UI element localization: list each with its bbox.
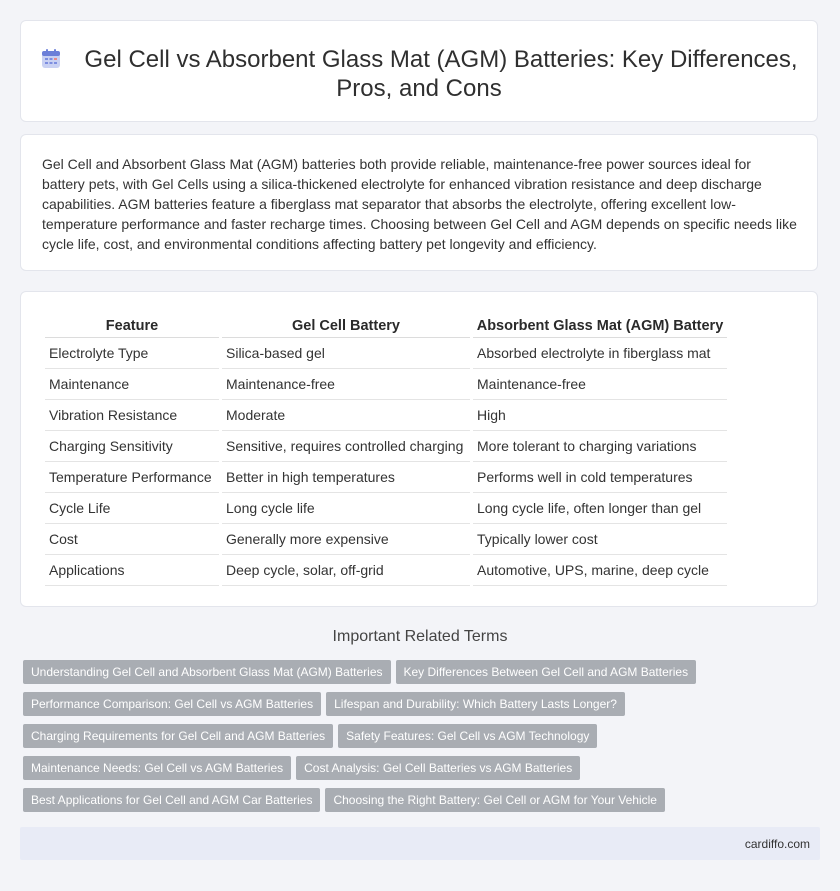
related-term-link[interactable]: Cost Analysis: Gel Cell Batteries vs AGM Batteries bbox=[296, 756, 580, 780]
table-cell: Silica-based gel bbox=[222, 338, 470, 369]
table-cell: Typically lower cost bbox=[473, 524, 727, 555]
table-cell: Applications bbox=[45, 555, 219, 586]
table-cell: Long cycle life bbox=[222, 493, 470, 524]
table-cell: Charging Sensitivity bbox=[45, 431, 219, 462]
related-term-link[interactable]: Key Differences Between Gel Cell and AGM Batteries bbox=[396, 660, 697, 684]
table-cell: Vibration Resistance bbox=[45, 400, 219, 431]
table-cell: Moderate bbox=[222, 400, 470, 431]
header-feature: Feature bbox=[45, 316, 219, 338]
table-row bbox=[45, 369, 727, 400]
table-row bbox=[45, 493, 727, 524]
footer bbox=[20, 827, 820, 860]
related-terms-list bbox=[23, 660, 813, 820]
tag-row bbox=[23, 788, 813, 812]
table-header-row bbox=[45, 316, 727, 338]
table-cell: Automotive, UPS, marine, deep cycle bbox=[473, 555, 727, 586]
title-wrap bbox=[21, 45, 817, 103]
header-gel-cell: Gel Cell Battery bbox=[222, 316, 470, 338]
table-cell: Sensitive, requires controlled charging bbox=[222, 431, 470, 462]
comparison-table bbox=[42, 316, 730, 586]
table-cell: Long cycle life, often longer than gel bbox=[473, 493, 727, 524]
related-term-link[interactable]: Best Applications for Gel Cell and AGM Car Batteries bbox=[23, 788, 320, 812]
tag-row bbox=[23, 724, 813, 748]
header-agm: Absorbent Glass Mat (AGM) Battery bbox=[473, 316, 727, 338]
table-cell: Cycle Life bbox=[45, 493, 219, 524]
table-cell: Electrolyte Type bbox=[45, 338, 219, 369]
table-cell: Deep cycle, solar, off-grid bbox=[222, 555, 470, 586]
table-cell: Generally more expensive bbox=[222, 524, 470, 555]
table-cell: High bbox=[473, 400, 727, 431]
related-term-link[interactable]: Maintenance Needs: Gel Cell vs AGM Batteries bbox=[23, 756, 291, 780]
page-title-text: Gel Cell vs Absorbent Glass Mat (AGM) Batteries: Key Differences, Pros, and Cons bbox=[84, 46, 798, 102]
table-cell: Better in high temperatures bbox=[222, 462, 470, 493]
tag-row bbox=[23, 756, 813, 780]
tag-row bbox=[23, 660, 813, 684]
table-cell: Maintenance bbox=[45, 369, 219, 400]
table-cell: Performs well in cold temperatures bbox=[473, 462, 727, 493]
related-term-link[interactable]: Charging Requirements for Gel Cell and AGM Batteries bbox=[23, 724, 333, 748]
table-cell: More tolerant to charging variations bbox=[473, 431, 727, 462]
table-cell: Absorbed electrolyte in fiberglass mat bbox=[473, 338, 727, 369]
related-term-link[interactable]: Understanding Gel Cell and Absorbent Glass Mat (AGM) Batteries bbox=[23, 660, 391, 684]
table-row bbox=[45, 524, 727, 555]
table-row bbox=[45, 400, 727, 431]
related-term-link[interactable]: Performance Comparison: Gel Cell vs AGM Batteries bbox=[23, 692, 321, 716]
related-term-link[interactable]: Safety Features: Gel Cell vs AGM Technology bbox=[338, 724, 597, 748]
related-term-link[interactable]: Choosing the Right Battery: Gel Cell or AGM for Your Vehicle bbox=[325, 788, 665, 812]
calendar-icon bbox=[40, 48, 62, 70]
intro-paragraph: Gel Cell and Absorbent Glass Mat (AGM) batteries both provide reliable, maintenance-free power sources ideal for battery pets, with Gel Cells using a silica-thickened electrolyte for enhanced vibration resistance and deep discharge capabilities. AGM batteries feature a fiberglass mat separator that absorbs the electrolyte, offering excellent low-temperature performance and faster recharge times. Choosing between Gel Cell and AGM depends on specific needs like cycle life, cost, and environmental conditions affecting battery pet longevity and efficiency. bbox=[42, 156, 797, 252]
table-row bbox=[45, 555, 727, 586]
table-row bbox=[45, 338, 727, 369]
table-row bbox=[45, 462, 727, 493]
page-title bbox=[39, 45, 799, 103]
table-cell: Temperature Performance bbox=[45, 462, 219, 493]
table-row bbox=[45, 431, 727, 462]
related-terms-title: Important Related Terms bbox=[332, 628, 508, 645]
table-cell: Maintenance-free bbox=[222, 369, 470, 400]
related-term-link[interactable]: Lifespan and Durability: Which Battery Lasts Longer? bbox=[326, 692, 625, 716]
intro-card bbox=[20, 134, 818, 271]
tag-row bbox=[23, 692, 813, 716]
table-cell: Cost bbox=[45, 524, 219, 555]
header-card bbox=[20, 20, 818, 122]
table-cell: Maintenance-free bbox=[473, 369, 727, 400]
footer-site-link[interactable]: cardiffo.com bbox=[744, 837, 810, 851]
comparison-card bbox=[20, 291, 818, 607]
